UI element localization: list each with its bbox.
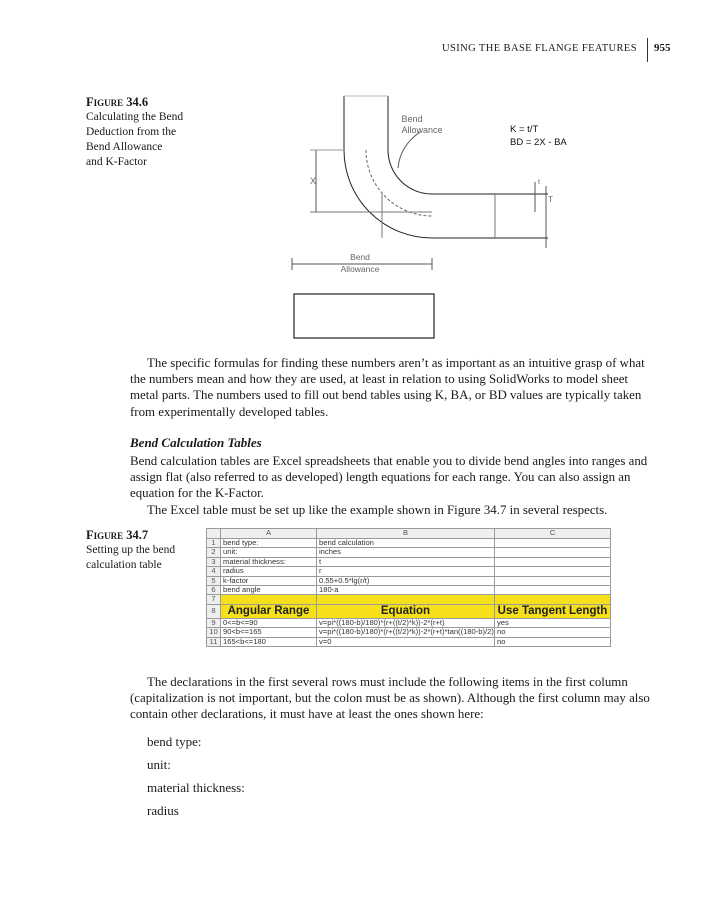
row-number: 11 <box>207 637 221 646</box>
column-header: A <box>221 529 317 539</box>
column-header-row <box>207 529 611 539</box>
cell: yes <box>495 618 611 627</box>
cell: no <box>495 637 611 646</box>
row-number: 8 <box>207 604 221 618</box>
row-number: 4 <box>207 567 221 576</box>
bend-allowance-bottom-label: Allowance <box>340 264 380 274</box>
flat-blank <box>294 294 434 338</box>
cell <box>495 586 611 595</box>
table-row <box>207 637 611 646</box>
list-item: bend type: <box>147 734 202 749</box>
header-cell: Equation <box>317 604 495 618</box>
cell: k-factor <box>221 576 317 585</box>
row-number: 6 <box>207 586 221 595</box>
body-paragraph <box>130 453 655 518</box>
cell <box>495 567 611 576</box>
row-number: 10 <box>207 628 221 637</box>
page-number: 955 <box>654 42 671 54</box>
bend-diagram <box>280 88 580 350</box>
paragraph-text: Bend calculation tables are Excel spreadsheets that enable you to divide bend angles into ranges and assign flat (also referred to as developed) length equations for each range. You can also assign an equation for the K-Factor. <box>130 454 648 501</box>
bend-allowance-bottom-label: Bend <box>350 252 370 262</box>
cell: r <box>317 567 495 576</box>
column-header: B <box>317 529 495 539</box>
cell: no <box>495 628 611 637</box>
cell <box>495 595 611 604</box>
caption-line: Setting up the bend <box>86 544 176 556</box>
bend-outer-arc <box>344 150 432 238</box>
cell <box>495 539 611 548</box>
table-row <box>207 567 611 576</box>
row-number: 7 <box>207 595 221 604</box>
row-number: 3 <box>207 557 221 566</box>
leader-line <box>398 132 420 168</box>
paragraph-text: The Excel table must be set up like the example shown in Figure 34.7 in several respects. <box>147 502 608 517</box>
table-row <box>207 539 611 548</box>
cell: bend angle <box>221 586 317 595</box>
corner-cell <box>207 529 221 539</box>
formula-k: K = t/T <box>510 124 539 135</box>
column-header: C <box>495 529 611 539</box>
list-item: unit: <box>147 757 171 772</box>
body-paragraph <box>130 674 655 723</box>
caption-line: calculation table <box>86 559 162 571</box>
row-number: 9 <box>207 618 221 627</box>
figure-34-7-caption <box>86 528 226 573</box>
x-label: X <box>310 176 317 186</box>
table-row <box>207 618 611 627</box>
cell <box>495 557 611 566</box>
header-cell: Use Tangent Length <box>495 604 611 618</box>
table-header-row <box>207 604 611 618</box>
cell: radius <box>221 567 317 576</box>
cell: 0.55+0.5*lg(r/t) <box>317 576 495 585</box>
cell: bend type: <box>221 539 317 548</box>
cell: t <box>317 557 495 566</box>
cell: material thickness: <box>221 557 317 566</box>
cell <box>317 595 495 604</box>
cell: bend calculation <box>317 539 495 548</box>
cell: 180-a <box>317 586 495 595</box>
table-row <box>207 628 611 637</box>
caption-line: Calculating the Bend <box>86 111 184 123</box>
list-item: material thickness: <box>147 780 245 795</box>
cell: 165<b<=180 <box>221 637 317 646</box>
table-row-highlight <box>207 595 611 604</box>
cell: unit: <box>221 548 317 557</box>
figure-34-6-caption <box>86 95 226 170</box>
cell <box>495 576 611 585</box>
row-number: 1 <box>207 539 221 548</box>
figure-34-7-label: Figure 34.7 <box>86 528 149 542</box>
caption-line: Deduction from the <box>86 126 177 138</box>
cell: 90<b<=165 <box>221 628 317 637</box>
cell: v=pi*((180-b)/180)*(r+((t/2)*k))-2*(r+t)*tan((180-b)/2) <box>317 628 495 637</box>
row-number: 2 <box>207 548 221 557</box>
cell: 0<=b<=90 <box>221 618 317 627</box>
bend-inner-arc <box>388 150 432 194</box>
cell <box>221 595 317 604</box>
running-header: USING THE BASE FLANGE FEATURES <box>442 43 637 54</box>
bend-calculation-spreadsheet <box>206 528 611 647</box>
row-number: 5 <box>207 576 221 585</box>
header-cell: Angular Range <box>221 604 317 618</box>
cell: v=pi*((180-b)/180)*(r+((t/2)*k))-2*(r+t) <box>317 618 495 627</box>
caption-line: and K-Factor <box>86 156 147 168</box>
table-row <box>207 557 611 566</box>
t-large-label: T <box>548 195 553 204</box>
cell: inches <box>317 548 495 557</box>
table-row <box>207 548 611 557</box>
paragraph-text: The declarations in the first several rows must include the following items in the first column (capitalization is not important, but the colon must be as shown). Although the first column may also contain other declarations, it must have at least the ones shown here: <box>130 675 650 722</box>
bend-allowance-label: Allowance <box>401 125 443 135</box>
table-row <box>207 586 611 595</box>
header-divider <box>647 38 648 62</box>
list-item: radius <box>147 803 179 818</box>
formula-bd: BD = 2X - BA <box>510 137 567 148</box>
cell <box>495 548 611 557</box>
bend-allowance-label: Bend <box>401 114 423 124</box>
body-paragraph <box>130 355 655 420</box>
t-small-label: t <box>538 179 540 186</box>
cell: v=0 <box>317 637 495 646</box>
figure-34-6-label: Figure 34.6 <box>86 95 149 109</box>
caption-line: Bend Allowance <box>86 141 163 153</box>
paragraph-text: The specific formulas for finding these numbers aren’t as important as an intuitive grasp of what the numbers mean and how they are used, at least in relation to using SolidWorks to model sheet metal parts. The numbers used to fill out bend tables using K, BA, or BD values are typically taken from experimentally developed tables. <box>130 356 645 419</box>
section-heading: Bend Calculation Tables <box>130 435 262 450</box>
table-row <box>207 576 611 585</box>
